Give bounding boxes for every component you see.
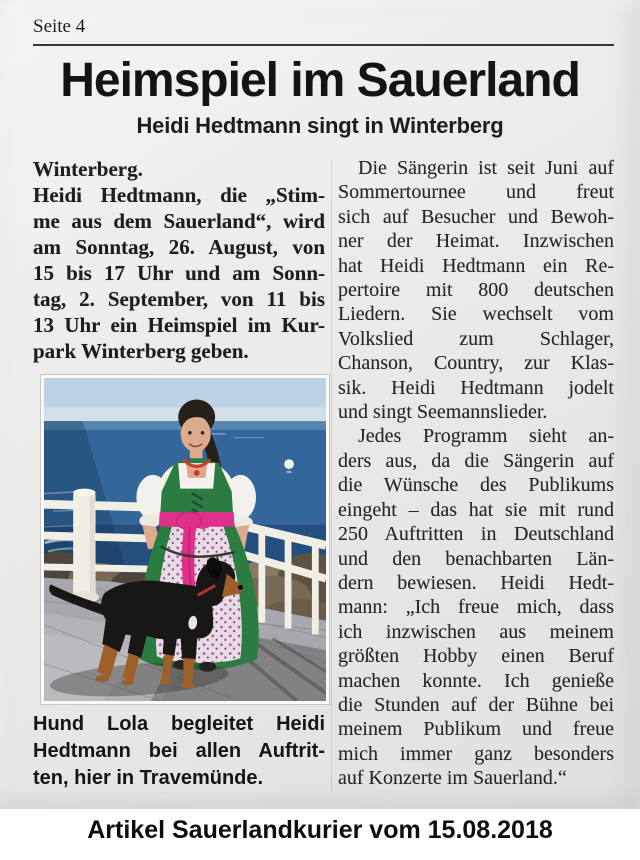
text-line: die Wünsche des Publikums	[338, 474, 614, 497]
text-line: ten, hier in Travemünde.	[33, 767, 264, 789]
photo-illustration	[44, 378, 326, 701]
white-buoy	[284, 459, 294, 469]
text-line: mann: „Ich freue mich, dass	[338, 596, 614, 619]
text-line: Sommertournee und freut	[338, 181, 614, 204]
page-number-label: Seite 4	[33, 16, 86, 37]
text-line: am Sonntag, 26. August, von	[33, 235, 325, 259]
intro-paragraph-location	[33, 156, 325, 182]
article-headline: Heimspiel im Sauerland	[60, 54, 580, 107]
text-line: me aus dem Sauerland“, wird	[33, 209, 325, 233]
text-line: pertoire mit 800 deutschen	[338, 279, 614, 302]
text-line: ner der Heimat. Inzwischen	[338, 230, 614, 253]
text-line: größten Hobby einen Beruf	[338, 645, 614, 668]
article-subheadline: Heidi Hedtmann singt in Winterberg	[136, 113, 504, 138]
text-line: Hund Lola begleitet Heidi	[33, 713, 325, 735]
text-line: Chanson, Country, zur Klas-	[338, 352, 614, 375]
text-line: 13 Uhr ein Heimspiel im Kur-	[33, 313, 325, 337]
text-line: meinem Publikum und freue	[338, 718, 614, 741]
header-rule	[33, 44, 614, 46]
text-line: Volkslied zum Schlager,	[338, 327, 614, 350]
intro-paragraph-text	[33, 182, 325, 364]
text-line: sich auf Besucher und Bewoh-	[338, 205, 614, 228]
text-line: die Stunden auf der Bühne bei	[338, 693, 614, 716]
text-line: hat Heidi Hedtmann ein Re-	[338, 254, 614, 277]
footer-caption: Artikel Sauerlandkurier vom 15.08.2018	[87, 816, 553, 844]
text-line: eingeht – das hat sie mit rund	[338, 498, 614, 521]
text-line: machen konnte. Ich genieße	[338, 669, 614, 692]
text-line: ders aus, da die Sängerin auf	[338, 449, 614, 472]
right-column	[338, 156, 614, 791]
text-line: und singt Seemannslieder.	[338, 401, 548, 424]
article-photo	[40, 374, 330, 705]
photo-caption	[33, 711, 325, 792]
text-line: dern bewiesen. Heidi Hedt-	[338, 571, 614, 594]
text-line: auf Konzerte im Sauerland.“	[338, 767, 567, 790]
text-line: 15 bis 17 Uhr und am Sonn-	[33, 261, 325, 285]
left-column	[33, 156, 325, 364]
text-line: Winterberg.	[33, 157, 143, 181]
text-line: 250 Auftritten in Deutschland	[338, 523, 614, 546]
text-line: sik. Heidi Hedtmann jodelt	[338, 376, 614, 399]
text-line: tag, 2. September, von 11 bis	[33, 287, 325, 311]
body-paragraph-1	[338, 156, 614, 424]
column-divider	[331, 160, 332, 792]
text-line: park Winterberg geben.	[33, 339, 249, 363]
text-line: Die Sängerin ist seit Juni auf	[358, 157, 614, 179]
text-line: Heidi Hedtmann, die „Stim-	[33, 183, 325, 207]
text-line: mich immer ganz besonders	[338, 742, 614, 765]
text-line: Hedtmann bei allen Auftrit-	[33, 740, 325, 762]
text-line: und den benachbarten Län-	[338, 547, 614, 570]
body-paragraph-2	[338, 424, 614, 790]
text-line: ich inzwischen aus meinem	[338, 620, 614, 643]
text-line: Jedes Programm sieht an-	[358, 425, 614, 448]
text-line: Liedern. Sie wechselt vom	[338, 303, 614, 326]
